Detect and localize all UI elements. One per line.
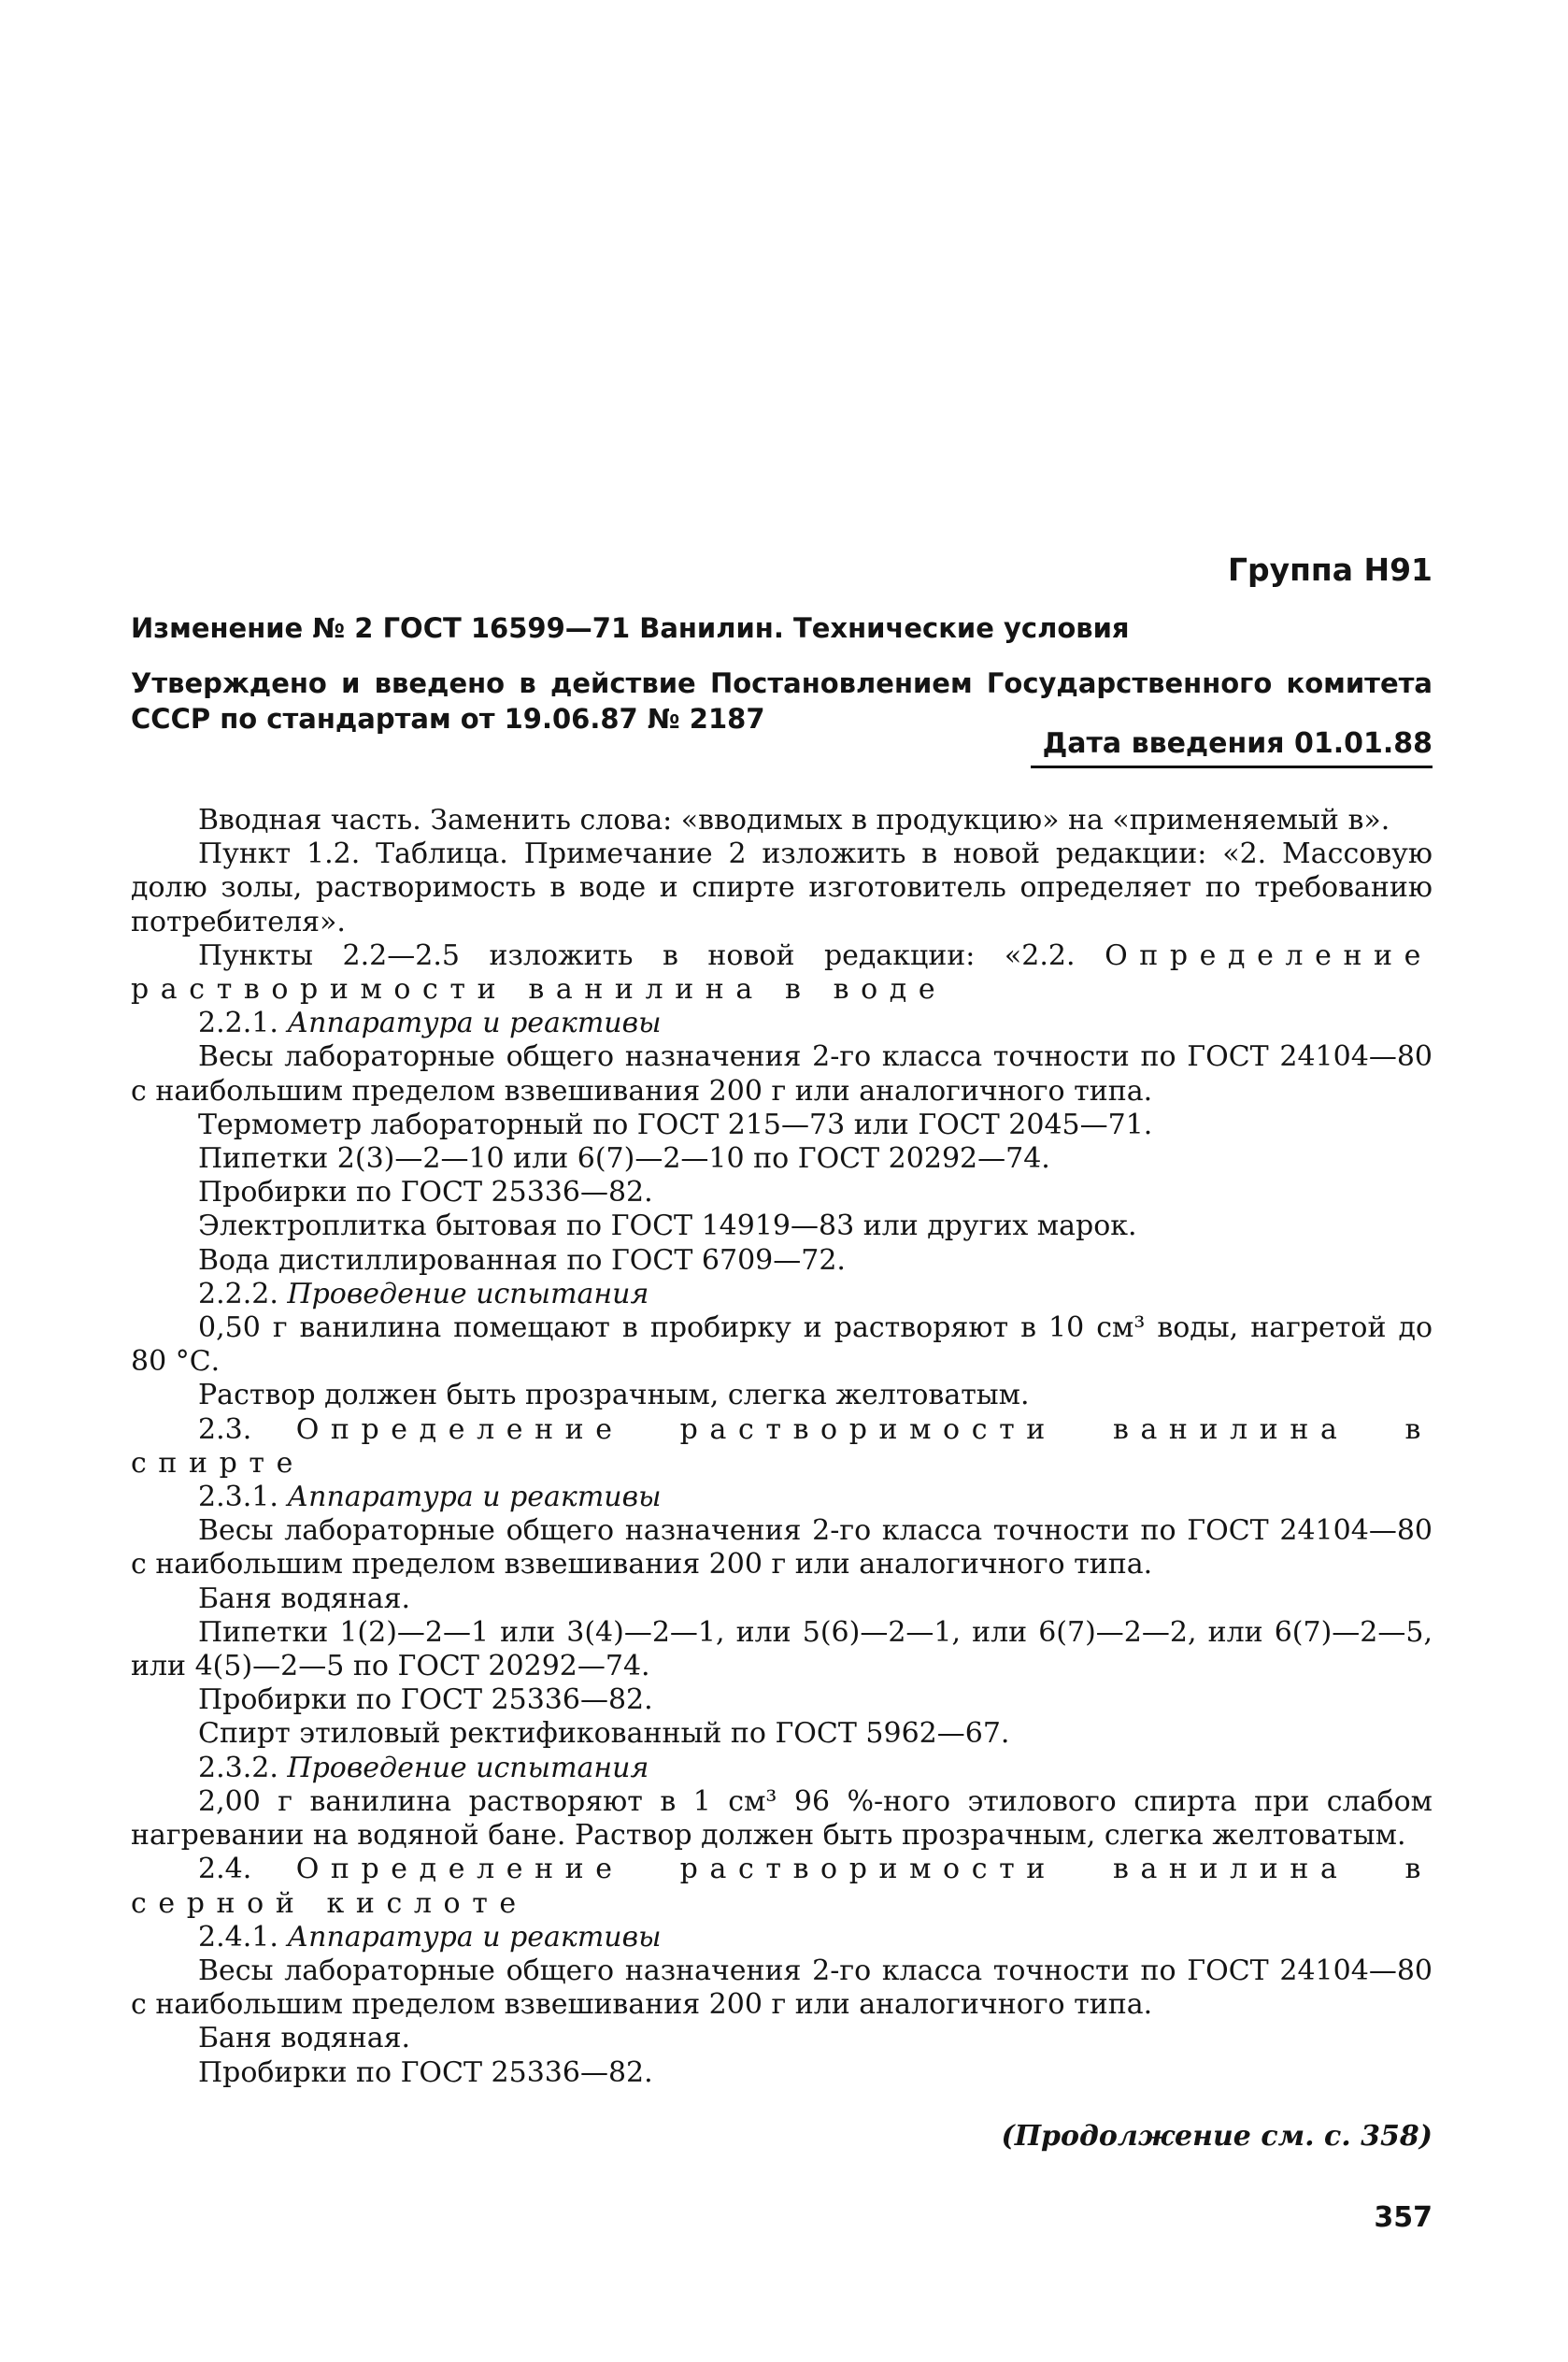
list-item: Весы лабораторные общего назначения 2-го класса точности по ГОСТ 24104—80 с наибольшим пределом взвешивания 200 г или аналогичного типа. xyxy=(131,1514,1433,1582)
list-item: Пипетки 2(3)—2—10 или 6(7)—2—10 по ГОСТ 20292—74. xyxy=(198,1142,1050,1176)
subsection-number: 2.4.1. xyxy=(198,1920,288,1954)
subsection-number: 2.3.1. xyxy=(198,1481,288,1514)
section-number: 2.4. xyxy=(198,1853,296,1886)
subsection-number: 2.3.2. xyxy=(198,1751,288,1784)
subsection-2-2-2-heading xyxy=(131,1278,1433,1311)
paragraph-items-2-2-2-5 xyxy=(131,939,1433,1007)
page-number: 357 xyxy=(1374,2201,1433,2234)
list-item: Баня водяная. xyxy=(198,2022,411,2055)
list-item: 2,00 г ванилина растворяют в 1 см³ 96 %-ного этилового спирта при слабом нагревании на водяной бане. Раствор должен быть прозрачным, слегка желтоватым. xyxy=(131,1784,1433,1853)
continuation-note: (Продолжение см. с. 358) xyxy=(1001,2120,1433,2153)
subsection-title: Проведение испытания xyxy=(287,1277,649,1310)
list-item: Пробирки по ГОСТ 25336—82. xyxy=(198,1683,653,1717)
section-heading-2-2: Определение растворимости ванилина в воде xyxy=(131,938,1433,1007)
list-item: Электроплитка бытовая по ГОСТ 14919—83 или других марок. xyxy=(198,1210,1137,1243)
date-underline xyxy=(1031,766,1433,768)
subsection-number: 2.2.2. xyxy=(198,1277,288,1310)
list-item: Пипетки 1(2)—2—1 или 3(4)—2—1, или 5(6)—2—1, или 6(7)—2—2, или 6(7)—2—5, или 4(5)—2—5 по ГОСТ 20292—74. xyxy=(131,1615,1433,1683)
subsection-2-4-1-heading xyxy=(131,1921,1433,1954)
subsection-2-3-1-heading xyxy=(131,1481,1433,1514)
subsection-number: 2.2.1. xyxy=(198,1007,288,1040)
section-2-3-heading xyxy=(131,1413,1433,1481)
subsection-title: Проведение испытания xyxy=(287,1751,649,1784)
paragraph-intro: Вводная часть. Заменить слова: «вводимых в продукцию» на «применяемый в». xyxy=(198,804,1390,837)
section-title: Определение растворимости ванилина в спирте xyxy=(131,1412,1433,1480)
list-item: Пробирки по ГОСТ 25336—82. xyxy=(198,1176,653,1210)
paragraph-item-1-2: Пункт 1.2. Таблица. Примечание 2 изложить в новой редакции: «2. Массовую долю золы, растворимость в воде и спирте изготовитель определяет по требованию потребителя». xyxy=(131,837,1433,938)
subsection-2-2-1-heading xyxy=(131,1007,1433,1040)
effective-date-block xyxy=(1031,727,1433,768)
section-number: 2.3. xyxy=(198,1412,296,1446)
section-2-4-heading xyxy=(131,1853,1433,1920)
subsection-title: Аппаратура и реактивы xyxy=(287,1481,662,1514)
list-item: Термометр лабораторный по ГОСТ 215—73 или ГОСТ 2045—71. xyxy=(198,1108,1153,1141)
subsection-2-3-2-heading xyxy=(131,1752,1433,1785)
list-item: Вода дистиллированная по ГОСТ 6709—72. xyxy=(198,1243,846,1277)
list-item: Спирт этиловый ректификованный по ГОСТ 5962—67. xyxy=(198,1717,1010,1751)
list-item: Баня водяная. xyxy=(198,1582,411,1615)
list-item: Раствор должен быть прозрачным, слегка желтоватым. xyxy=(198,1379,1030,1412)
list-item: Весы лабораторные общего назначения 2-го класса точности по ГОСТ 24104—80 с наибольшим пределом взвешивания 200 г или аналогичного типа. xyxy=(131,1040,1433,1108)
section-title: Определение растворимости ванилина в серной кислоте xyxy=(131,1853,1433,1920)
subsection-title: Аппаратура и реактивы xyxy=(287,1007,662,1040)
subsection-title: Аппаратура и реактивы xyxy=(287,1920,662,1954)
list-item: 0,50 г ванилина помещают в пробирку и растворяют в 10 см³ воды, нагретой до 80 °С. xyxy=(131,1311,1433,1379)
change-title: Изменение № 2 ГОСТ 16599—71 Ванилин. Технические условия xyxy=(131,612,1130,644)
effective-date: Дата введения 01.01.88 xyxy=(1042,727,1433,760)
group-label: Группа Н91 xyxy=(1227,551,1433,588)
paragraph-lead: Пункты 2.2—2.5 изложить в новой редакции: «2.2. xyxy=(198,938,1105,972)
approval-statement: Утверждено и введено в действие Постановлением Государственного комитета СССР по стандартам от 19.06.87 № 2187 xyxy=(131,667,1433,735)
list-item: Пробирки по ГОСТ 25336—82. xyxy=(198,2055,653,2089)
list-item: Весы лабораторные общего назначения 2-го класса точности по ГОСТ 24104—80 с наибольшим пределом взвешивания 200 г или аналогичного типа. xyxy=(131,1954,1433,2022)
document-body xyxy=(131,804,1433,2090)
